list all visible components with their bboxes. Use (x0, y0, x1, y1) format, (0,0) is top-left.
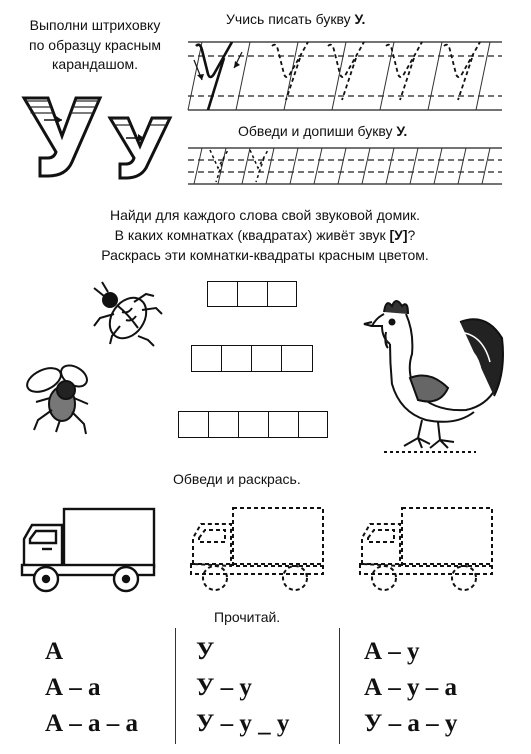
column-divider (339, 628, 340, 744)
reading-syllable: А (45, 638, 64, 665)
rooster-icon (356, 292, 508, 460)
sound-scheme-3[interactable] (207, 281, 297, 307)
writing-title (226, 10, 466, 29)
reading-syllable: А – а – а (45, 710, 139, 737)
sound-square[interactable] (208, 411, 239, 438)
sound-scheme-5[interactable] (178, 411, 328, 438)
sound-square[interactable] (207, 281, 238, 307)
truck-dotted[interactable] (187, 502, 327, 594)
trace-title (238, 122, 478, 141)
sound-square[interactable] (268, 411, 299, 438)
sound-square[interactable] (191, 345, 222, 372)
reading-syllable: А – у (364, 638, 420, 665)
fly-icon (22, 358, 94, 436)
hatched-letters (18, 92, 178, 180)
sound-task-instruction (30, 205, 500, 265)
sound-scheme-4[interactable] (191, 345, 313, 372)
sound-square[interactable] (251, 345, 282, 372)
truck-solid (18, 503, 158, 595)
trace-title-text: Обведи и допиши букву (238, 123, 397, 139)
sound-task-sound: [У] (389, 227, 408, 243)
trucks-title: Обведи и раскрась. (173, 471, 301, 487)
column-divider (175, 628, 176, 744)
reading-syllable: У (196, 638, 215, 665)
writing-title-letter: У. (354, 11, 366, 27)
hatching-instruction (0, 16, 190, 75)
trace-practice-lines (180, 142, 510, 192)
reading-syllable: У – у _ у (196, 710, 290, 737)
trace-title-letter: У. (396, 123, 408, 139)
reading-syllable: А – у – а (364, 674, 458, 701)
writing-practice-lines (180, 30, 510, 120)
reading-syllable: У – а – у (364, 710, 458, 737)
sound-square[interactable] (267, 281, 297, 307)
sound-task-line-2-end: ? (407, 227, 416, 243)
sound-square[interactable] (237, 281, 268, 307)
reading-column-1 (45, 634, 175, 742)
sound-square[interactable] (221, 345, 252, 372)
sound-square[interactable] (178, 411, 209, 438)
reading-column-3 (364, 634, 514, 742)
reading-column-2 (196, 634, 336, 742)
sound-task-line-1: Найди для каждого слова свой звуковой домик. (109, 207, 421, 223)
reading-syllable: У – у (196, 674, 252, 701)
writing-title-text: Учись писать букву (226, 11, 355, 27)
hatching-instruction-line-3: карандашом. (51, 56, 138, 72)
truck-dotted-partial[interactable] (356, 502, 496, 594)
reading-title: Прочитай. (214, 609, 281, 625)
sound-task-line-2 (30, 225, 500, 245)
sound-square[interactable] (298, 411, 328, 438)
sound-task-line-2-text: В каких комнатках (квадратах) живёт звук (114, 227, 390, 243)
sound-task-line-3: Раскрась эти комнатки-квадраты красным цветом. (101, 247, 429, 263)
sound-square[interactable] (281, 345, 313, 372)
reading-syllable: А – а (45, 674, 101, 701)
hatching-instruction-line-2: по образцу красным (29, 36, 161, 53)
hatching-instruction-line-1: Выполни штриховку (29, 17, 161, 33)
beetle-icon (88, 278, 168, 348)
sound-square[interactable] (238, 411, 269, 438)
